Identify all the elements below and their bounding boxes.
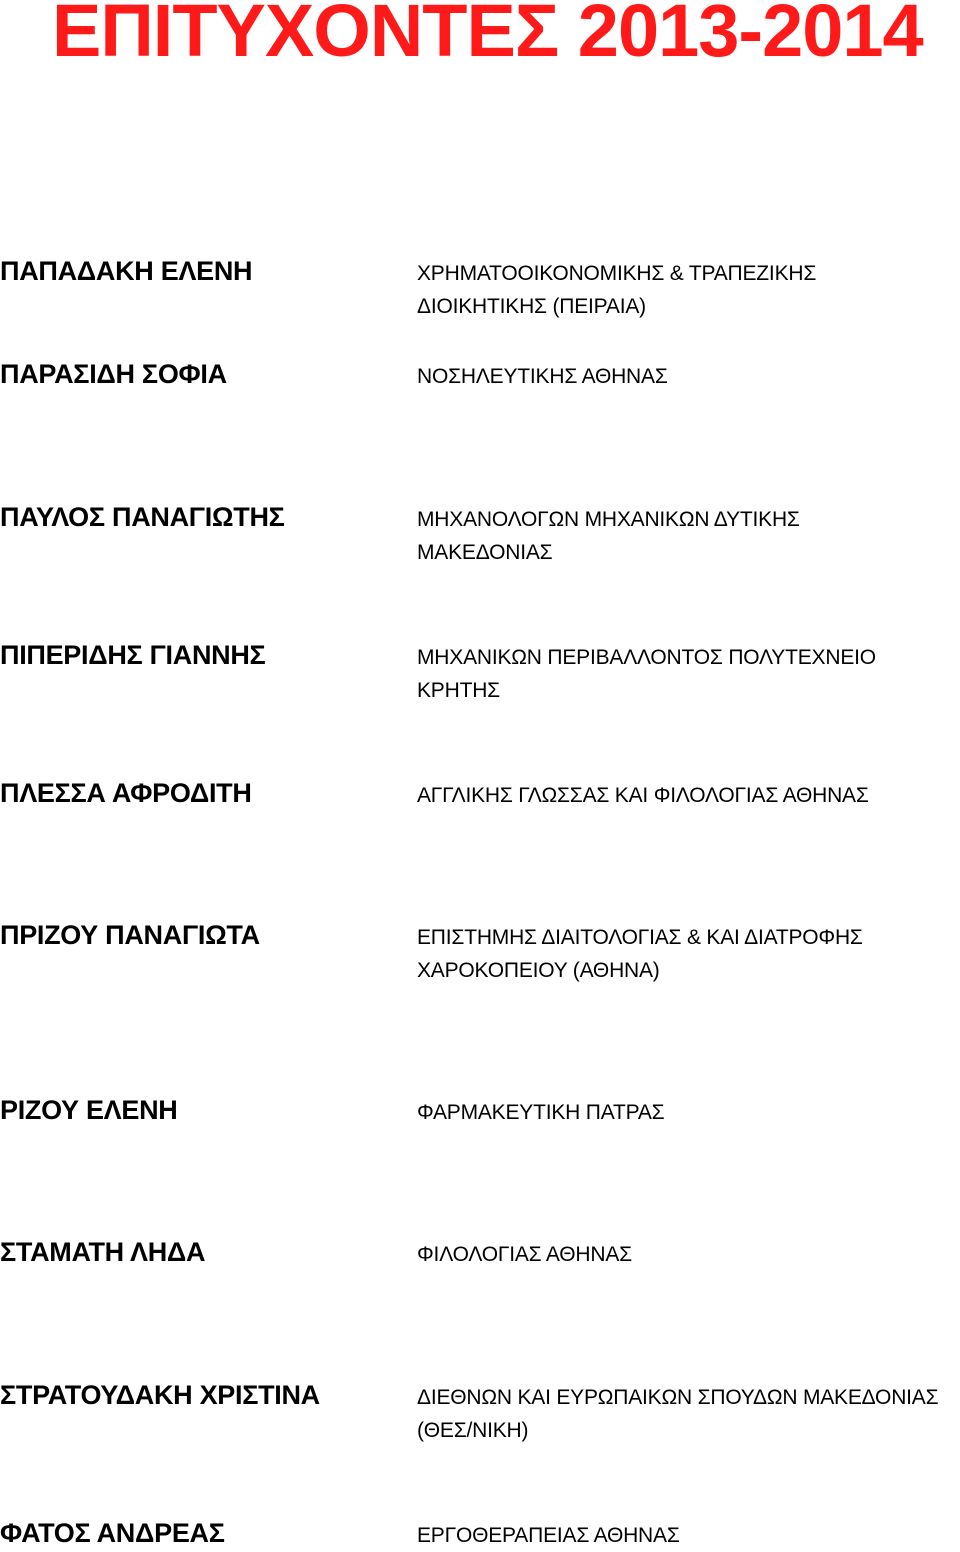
student-name: ΦΑΤΟΣ ΑΝΔΡΕΑΣ — [0, 1518, 225, 1548]
student-name: ΠΡΙΖΟΥ ΠΑΝΑΓΙΩΤΑ — [0, 920, 260, 950]
student-name: ΠΙΠΕΡΙΔΗΣ ΓΙΑΝΝΗΣ — [0, 640, 266, 670]
department-name: ΜΗΧΑΝΙΚΩΝ ΠΕΡΙΒΑΛΛΟΝΤΟΣ ΠΟΛΥΤΕΧΝΕΙΟ ΚΡΗΤΗΣ — [417, 646, 876, 702]
department-name: ΧΡΗΜΑΤΟΟΙΚΟΝΟΜΙΚΗΣ & ΤΡΑΠΕΖΙΚΗΣ ΔΙΟΙΚΗΤΙΚΗΣ (ΠΕΙΡΑΙΑ) — [417, 262, 817, 318]
department-name: ΕΡΓΟΘΕΡΑΠΕΙΑΣ ΑΘΗΝΑΣ — [417, 1524, 680, 1547]
department-name: ΝΟΣΗΛΕΥΤΙΚΗΣ ΑΘΗΝΑΣ — [417, 365, 668, 388]
department-name: ΔΙΕΘΝΩΝ ΚΑΙ ΕΥΡΩΠΑΙΚΩΝ ΣΠΟΥΔΩΝ ΜΑΚΕΔΟΝΙΑΣ (ΘΕΣ/ΝΙΚΗ) — [417, 1386, 939, 1442]
student-name: ΣΤΑΜΑΤΗ ΛΗΔΑ — [0, 1237, 206, 1267]
department-name: ΑΓΓΛΙΚΗΣ ΓΛΩΣΣΑΣ ΚΑΙ ΦΙΛΟΛΟΓΙΑΣ ΑΘΗΝΑΣ — [417, 784, 869, 807]
department-name: ΜΗΧΑΝΟΛΟΓΩΝ ΜΗΧΑΝΙΚΩΝ ΔΥΤΙΚΗΣ ΜΑΚΕΔΟΝΙΑΣ — [417, 508, 800, 564]
student-name: ΠΑΠΑΔΑΚΗ ΕΛΕΝΗ — [0, 256, 253, 286]
student-name: ΡΙΖΟΥ ΕΛΕΝΗ — [0, 1095, 178, 1125]
page-title: ΕΠΙΤΥΧΟΝΤΕΣ 2013-2014 — [52, 0, 923, 72]
student-name: ΣΤΡΑΤΟΥΔΑΚΗ ΧΡΙΣΤΙΝΑ — [0, 1380, 320, 1410]
department-name: ΕΠΙΣΤΗΜΗΣ ΔΙΑΙΤΟΛΟΓΙΑΣ & ΚΑΙ ΔΙΑΤΡΟΦΗΣ ΧΑΡΟΚΟΠΕΙΟΥ (ΑΘΗΝΑ) — [417, 926, 863, 982]
student-name: ΠΑΡΑΣΙΔΗ ΣΟΦΙΑ — [0, 359, 227, 389]
department-name: ΦΑΡΜΑΚΕΥΤΙΚΗ ΠΑΤΡΑΣ — [417, 1101, 665, 1124]
student-name: ΠΛΕΣΣΑ ΑΦΡΟΔΙΤΗ — [0, 778, 252, 808]
student-name: ΠΑΥΛΟΣ ΠΑΝΑΓΙΩΤΗΣ — [0, 502, 285, 532]
department-name: ΦΙΛΟΛΟΓΙΑΣ ΑΘΗΝΑΣ — [417, 1243, 632, 1266]
